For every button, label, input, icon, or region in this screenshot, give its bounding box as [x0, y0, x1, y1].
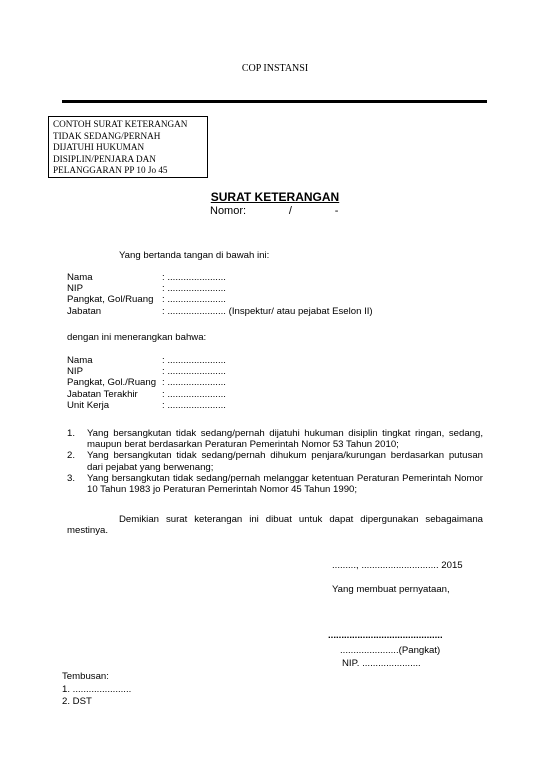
closing-text: Demikian surat keterangan ini dibuat untuk dapat dipergunakan sebagaimana mestinya. — [67, 514, 483, 537]
field-label: Pangkat, Gol./Ruang — [67, 377, 157, 389]
field-value: : ...................... — [162, 355, 226, 366]
field-value: : ...................... — [162, 272, 226, 283]
nip-field: NIP. ...................... — [342, 658, 421, 669]
field-label: Unit Kerja — [67, 399, 110, 411]
cc-item: 1. ...................... — [62, 684, 132, 695]
signer-row — [67, 294, 373, 305]
box-line: DISIPLIN/PENJARA DAN — [53, 153, 156, 164]
list-number: 1. — [67, 428, 76, 439]
cc-item: 2. DST — [62, 696, 92, 707]
field-label: NIP — [67, 283, 83, 295]
list-number: 2. — [67, 450, 76, 462]
box-line: TIDAK SEDANG/PERNAH — [53, 130, 161, 141]
list-item — [67, 428, 483, 450]
field-value: : ...................... (Inspektur/ atau pejabat Eselon II) — [162, 305, 373, 317]
document-title: SURAT KETERANGAN — [210, 190, 340, 204]
list-item — [67, 473, 483, 495]
declare-text: dengan ini menerangkan bahwa: — [67, 332, 207, 343]
list-number: 3. — [67, 472, 76, 484]
cc-title: Tembusan: — [62, 671, 109, 682]
subject-row — [67, 366, 226, 377]
intro-text: Yang bertanda tangan di bawah ini: — [119, 250, 270, 261]
sample-label-box — [48, 116, 208, 178]
field-value: : ...................... — [162, 294, 226, 306]
document-number: Nomor: / - — [210, 205, 339, 217]
signer-row — [67, 272, 373, 283]
signer-row — [67, 306, 373, 317]
box-line: DIJATUHI HUKUMAN — [53, 142, 145, 152]
field-value: : ...................... — [162, 399, 226, 411]
field-value: : ...................... — [162, 366, 226, 378]
subject-row — [67, 400, 226, 411]
signature-line: ........................................... — [328, 630, 443, 641]
field-label: NIP — [67, 366, 83, 378]
field-value: : ...................... — [162, 283, 226, 295]
list-text: Yang bersangkutan tidak sedang/pernah melanggar ketentuan Peraturan Pemerintah Nomor 10 Tahun 1983 jo Peraturan Pemerintah Nomor 45 Tahun 1990; — [87, 472, 483, 496]
field-value: : ...................... — [162, 377, 226, 389]
subject-row — [67, 377, 226, 388]
maker-label: Yang membuat pernyataan, — [332, 584, 450, 595]
place-date: ........., ............................. 2015 — [332, 560, 463, 571]
subject-fields — [67, 355, 226, 411]
field-label: Nama — [67, 355, 93, 366]
list-text: Yang bersangkutan tidak sedang/pernah dihukum penjara/kurungan berdasarkan putusan dari pejabat yang berwenang; — [87, 450, 483, 473]
field-label: Jabatan — [67, 305, 102, 317]
box-line: CONTOH SURAT KETERANGAN — [53, 119, 188, 129]
rank-field: ......................(Pangkat) — [340, 645, 441, 656]
letterhead-rule — [62, 100, 487, 103]
list-text: Yang bersangkutan tidak sedang/pernah dijatuhi hukuman disiplin tingkat ringan, sedang, maupun berat berdasarkan Peraturan Pemerintah Nomor 53 Tahun 2010; — [87, 428, 483, 451]
statement-list — [67, 428, 483, 495]
field-value: : ...................... — [162, 388, 226, 400]
field-label: Pangkat, Gol/Ruang — [67, 294, 154, 306]
list-item — [67, 450, 483, 472]
box-line: PELANGGARAN PP 10 Jo 45 — [53, 165, 168, 175]
subject-row — [67, 389, 226, 400]
signer-row — [67, 283, 373, 294]
field-label: Nama — [67, 272, 93, 283]
field-label: Jabatan Terakhir — [67, 388, 138, 400]
signer-fields — [67, 272, 373, 317]
subject-row — [67, 355, 226, 366]
letterhead-title: COP INSTANSI — [241, 63, 309, 74]
